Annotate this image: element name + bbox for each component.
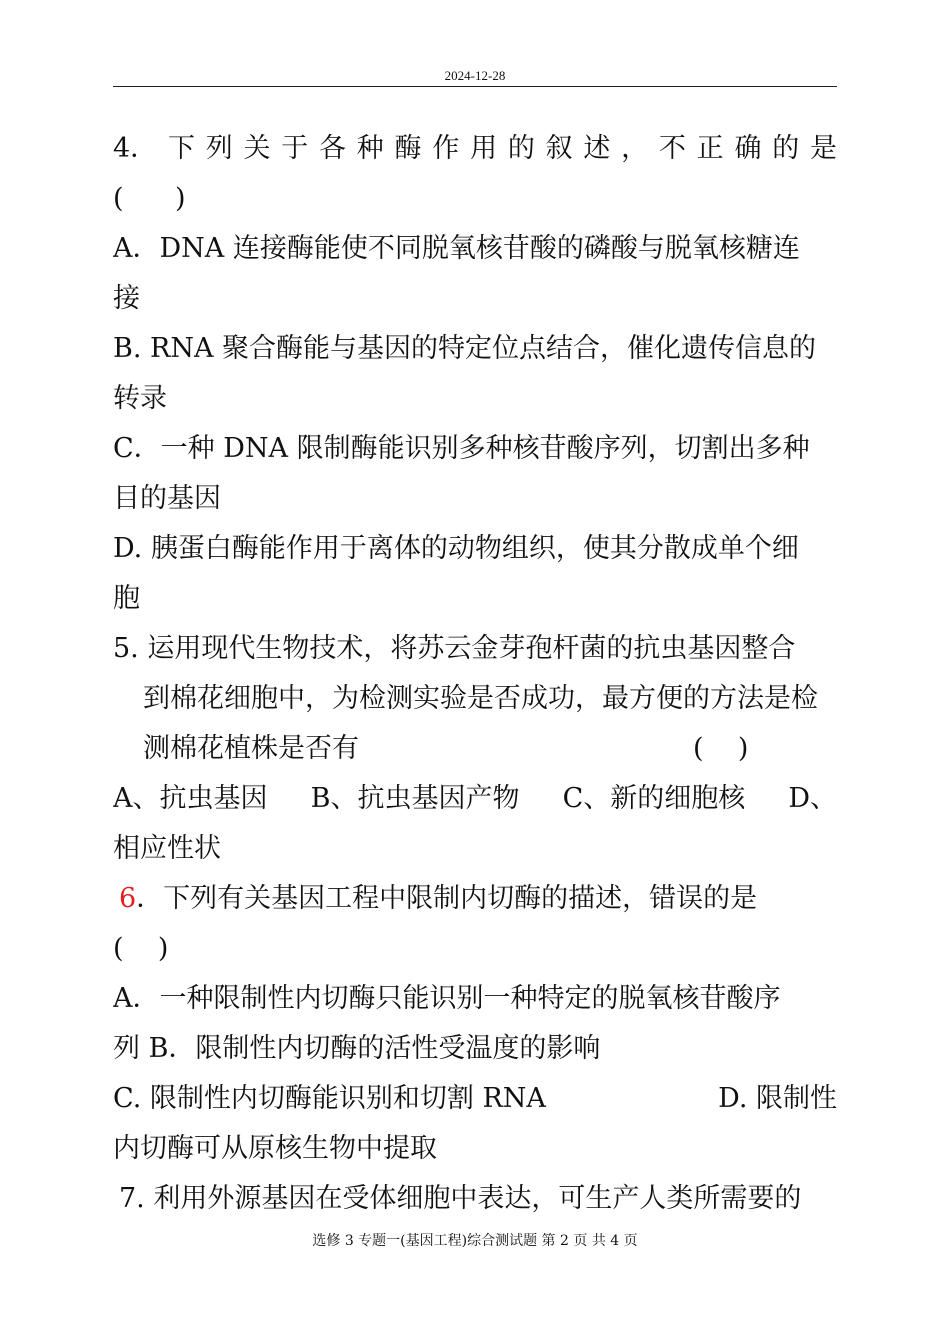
q6-option-d: D. 限制性 [718,1083,837,1114]
q4-char: 作 [432,133,460,164]
q4-option-b-line2: 转录 [113,383,167,414]
q4-option-c-line2: 目的基因 [113,483,221,514]
document-body [113,124,837,1224]
q5-option-d: D、 [788,783,837,814]
q5-stem-line3 [113,724,837,774]
q6-stem-text: ．下列有关基因工程中限制内切酶的描述，错误的是 [136,883,758,914]
q5-option-b: B、抗虫基因产物 [310,783,520,814]
q4-char: ， [621,133,649,164]
q4-char: 列 [205,133,233,164]
header-rule [113,86,837,87]
q4-char: 确 [734,133,762,164]
q4-option-d-line2: 胞 [113,583,140,614]
q5-option-a: A、抗虫基因 [113,783,268,814]
q4-stem [113,124,837,174]
q5-stem-line1: 5. 运用现代生物技术，将苏云金芽孢杆菌的抗虫基因整合 [113,633,796,664]
q5-stem-line3-text: 测棉花植株是否有 [143,733,359,764]
q4-char: 是 [809,133,837,164]
q6-options-cd [113,1074,837,1124]
q4-char: 下 [167,133,195,164]
q6-option-d-line2: 内切酶可从原核生物中提取 [113,1133,437,1164]
q5-option-d-line2: 相应性状 [113,833,221,864]
q5-option-c: C、新的细胞核 [562,783,746,814]
q6-option-a-line1: A．一种限制性内切酶只能识别一种特定的脱氧核苷酸序 [113,983,781,1014]
q4-char: 关 [243,133,271,164]
q4-char: 用 [470,133,498,164]
page-footer: 选修 3 专题一(基因工程)综合测试题 第 2 页 共 4 页 [312,1233,638,1249]
q4-option-a-line2: 接 [113,283,140,314]
header-date: 2024-12-28 [444,68,506,83]
q6-answer-paren [113,924,837,974]
answer-blank: ( ) [693,733,749,764]
answer-blank: ( ) [113,183,186,214]
q4-option-c-line1: C．一种 DNA 限制酶能识别多种核苷酸序列，切割出多种 [113,433,810,464]
q4-option-a-line1: A．DNA 连接酶能使不同脱氧核苷酸的磷酸与脱氧核糖连 [113,233,800,264]
q4-option-b-line1: B. RNA 聚合酶能与基因的特定位点结合，催化遗传信息的 [113,333,817,364]
q4-char: 不 [658,133,686,164]
q5-options [113,774,837,824]
q6-option-a-line2: 列 B．限制性内切酶的活性受温度的影响 [113,1033,601,1064]
q4-char: 4． [113,133,158,164]
q6-option-c: C. 限制性内切酶能识别和切割 RNA [113,1083,546,1114]
q4-char: 叙 [545,133,573,164]
q4-char: 酶 [394,133,422,164]
q4-char: 的 [507,133,535,164]
q4-option-d-line1: D. 胰蛋白酶能作用于离体的动物组织，使其分散成单个细 [113,533,799,564]
q4-char: 各 [319,133,347,164]
q5-stem-line2: 到棉花细胞中，为检测实验是否成功，最方便的方法是检 [143,683,818,714]
q4-char: 正 [696,133,724,164]
q4-char: 种 [356,133,384,164]
q7-stem-line1: 7. 利用外源基因在受体细胞中表达，可生产人类所需要的 [119,1183,802,1214]
answer-blank: ( ) [113,933,169,964]
q4-answer-paren [113,174,837,224]
q4-char: 的 [772,133,800,164]
q4-char: 述 [583,133,611,164]
q6-stem [113,874,837,924]
q4-char: 于 [281,133,309,164]
q6-number: 6 [119,883,137,914]
